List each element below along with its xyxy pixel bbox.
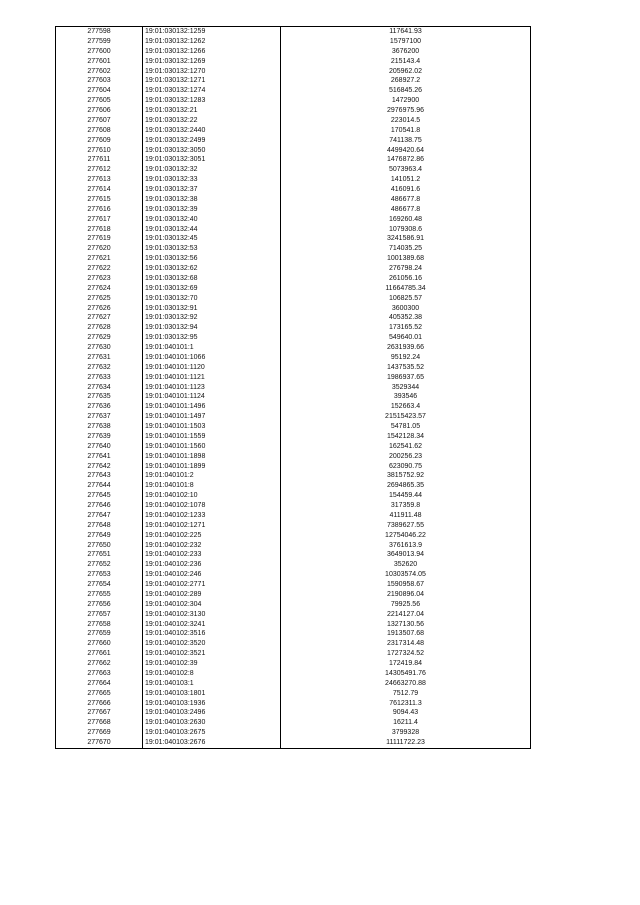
- row-number-cell: 277639: [56, 432, 143, 442]
- table-row: [56, 521, 531, 531]
- table-row: [56, 452, 531, 462]
- row-number-cell: 277651: [56, 550, 143, 560]
- table-row: [56, 323, 531, 333]
- value-cell: 1327130.56: [387, 620, 424, 628]
- value-cell: 3649013.94: [387, 551, 424, 559]
- table-row: [56, 294, 531, 304]
- cadastral-number-cell: 19:01:040102:3520: [143, 639, 281, 649]
- table-row: [56, 343, 531, 353]
- row-number-cell: 277618: [56, 225, 143, 235]
- row-number-cell: 277670: [56, 738, 143, 748]
- value-cell: 16211.4: [393, 719, 418, 727]
- value-cell: 95192.24: [390, 353, 421, 361]
- table-row: [56, 590, 531, 600]
- row-number-cell: 277604: [56, 86, 143, 96]
- cadastral-number-cell: 19:01:040103:1: [143, 679, 281, 689]
- cadastral-number-cell: 19:01:040101:1066: [143, 353, 281, 363]
- table-row: [56, 699, 531, 709]
- value-cell: 215143.4: [390, 57, 421, 65]
- table-row: [56, 215, 531, 225]
- cadastral-number-cell: 19:01:030132:1283: [143, 96, 281, 106]
- cadastral-number-cell: 19:01:040102:10: [143, 491, 281, 501]
- row-number-cell: 277643: [56, 471, 143, 481]
- value-cell: 172419.84: [388, 660, 423, 667]
- table-row: [56, 679, 531, 689]
- row-number-cell: 277654: [56, 580, 143, 590]
- cadastral-number-cell: 19:01:040102:8: [143, 669, 281, 679]
- table-row: [56, 126, 531, 136]
- value-cell: 11664785.34: [385, 284, 426, 292]
- value-cell: 21515423.57: [385, 413, 426, 421]
- cadastral-number-cell: 19:01:030132:1262: [143, 37, 281, 47]
- row-number-cell: 277634: [56, 383, 143, 393]
- table-row: [56, 689, 531, 699]
- cadastral-number-cell: 19:01:040101:1503: [143, 422, 281, 432]
- value-cell: 3529344: [391, 383, 420, 391]
- value-cell: 223014.5: [390, 116, 421, 124]
- table-row: [56, 649, 531, 659]
- row-number-cell: 277640: [56, 442, 143, 452]
- value-cell: 268927.2: [390, 77, 421, 85]
- row-number-cell: 277613: [56, 175, 143, 185]
- row-number-cell: 277599: [56, 37, 143, 47]
- row-number-cell: 277607: [56, 116, 143, 126]
- cadastral-number-cell: 19:01:040102:1271: [143, 521, 281, 531]
- value-cell: 261056.16: [388, 274, 423, 282]
- row-number-cell: 277631: [56, 353, 143, 363]
- cadastral-number-cell: 19:01:040102:236: [143, 560, 281, 570]
- value-cell: 141051.2: [390, 176, 421, 184]
- value-cell: 5073963.4: [388, 166, 423, 174]
- row-number-cell: 277621: [56, 254, 143, 264]
- table-row: [56, 442, 531, 452]
- row-number-cell: 277644: [56, 481, 143, 491]
- row-number-cell: 277652: [56, 560, 143, 570]
- cadastral-number-cell: 19:01:030132:40: [143, 215, 281, 225]
- table-row: [56, 146, 531, 156]
- row-number-cell: 277669: [56, 728, 143, 738]
- cadastral-number-cell: 19:01:040102:225: [143, 531, 281, 541]
- table-row: [56, 708, 531, 718]
- row-number-cell: 277666: [56, 699, 143, 709]
- value-cell: 152663.4: [390, 403, 421, 411]
- cadastral-number-cell: 19:01:040102:1078: [143, 501, 281, 511]
- cadastral-number-cell: 19:01:030132:95: [143, 333, 281, 343]
- value-cell: 2317314.48: [387, 640, 424, 648]
- value-cell: 162541.62: [388, 442, 423, 450]
- cadastral-number-cell: 19:01:030132:1259: [143, 27, 281, 37]
- table-row: [56, 234, 531, 244]
- row-number-cell: 277626: [56, 304, 143, 314]
- value-cell: 352620: [393, 561, 418, 569]
- cadastral-number-cell: 19:01:030132:92: [143, 313, 281, 323]
- value-cell: 1476872.86: [387, 156, 424, 164]
- cadastral-number-cell: 19:01:030132:70: [143, 294, 281, 304]
- value-cell: 2976975.96: [387, 107, 424, 114]
- table-row: [56, 531, 531, 541]
- cadastral-number-cell: 19:01:040103:2496: [143, 708, 281, 718]
- value-cell: 1437535.52: [387, 363, 424, 371]
- value-cell: 393546: [393, 393, 418, 401]
- cadastral-number-cell: 19:01:040102:304: [143, 600, 281, 610]
- row-number-cell: 277630: [56, 343, 143, 353]
- value-cell: 15797100: [389, 37, 422, 45]
- table-row: [56, 392, 531, 402]
- table-row: [56, 481, 531, 491]
- table-row: [56, 412, 531, 422]
- value-cell: 7512.79: [392, 689, 419, 697]
- table-row: [56, 57, 531, 67]
- cadastral-number-cell: 19:01:030132:69: [143, 284, 281, 294]
- table-row: [56, 462, 531, 472]
- cadastral-number-cell: 19:01:040103:2630: [143, 718, 281, 728]
- cadastral-number-cell: 19:01:030132:68: [143, 274, 281, 284]
- value-cell: 411911.48: [389, 511, 422, 519]
- value-cell: 106825.57: [388, 294, 423, 302]
- cadastral-number-cell: 19:01:040102:246: [143, 570, 281, 580]
- cadastral-number-cell: 19:01:040102:3130: [143, 610, 281, 620]
- value-cell: 3241586.91: [387, 235, 424, 243]
- value-cell: 2694865.35: [387, 482, 424, 490]
- value-cell: 54781.05: [390, 423, 421, 430]
- table-row: [56, 67, 531, 77]
- value-cell: 3799328: [391, 729, 420, 737]
- table-row: [56, 76, 531, 86]
- cadastral-number-cell: 19:01:040103:2675: [143, 728, 281, 738]
- cadastral-number-cell: 19:01:040102:3241: [143, 620, 281, 630]
- cadastral-number-cell: 19:01:040102:233: [143, 550, 281, 560]
- table-row: [56, 304, 531, 314]
- value-cell: 276798.24: [388, 265, 423, 272]
- row-number-cell: 277649: [56, 531, 143, 541]
- table-row: [56, 422, 531, 432]
- table-row: [56, 254, 531, 264]
- cadastral-number-cell: 19:01:030132:94: [143, 323, 281, 333]
- row-number-cell: 277661: [56, 649, 143, 659]
- cadastral-number-cell: 19:01:040101:1123: [143, 383, 281, 393]
- value-cell: 24663270.88: [385, 679, 426, 687]
- row-number-cell: 277608: [56, 126, 143, 136]
- cadastral-number-cell: 19:01:040101:2: [143, 471, 281, 481]
- row-number-cell: 277667: [56, 708, 143, 718]
- row-number-cell: 277641: [56, 452, 143, 462]
- table-row: [56, 728, 531, 738]
- cadastral-number-cell: 19:01:030132:56: [143, 254, 281, 264]
- table-row: [56, 37, 531, 47]
- table-row: [56, 659, 531, 669]
- table-row: [56, 185, 531, 195]
- value-cell: 200256.23: [388, 452, 423, 460]
- value-cell: 205962.02: [388, 67, 423, 75]
- value-cell: 2190896.04: [387, 590, 424, 598]
- row-number-cell: 277660: [56, 639, 143, 649]
- table-row: [56, 86, 531, 96]
- value-cell: 516845.26: [388, 87, 423, 95]
- table-row: [56, 610, 531, 620]
- cadastral-number-cell: 19:01:030132:22: [143, 116, 281, 126]
- row-number-cell: 277658: [56, 620, 143, 630]
- row-number-cell: 277664: [56, 679, 143, 689]
- row-number-cell: 277623: [56, 274, 143, 284]
- row-number-cell: 277627: [56, 313, 143, 323]
- cadastral-number-cell: 19:01:030132:3050: [143, 146, 281, 156]
- cadastral-number-cell: 19:01:030132:91: [143, 304, 281, 314]
- row-number-cell: 277598: [56, 27, 143, 37]
- value-cell: 1079308.6: [388, 225, 423, 233]
- row-number-cell: 277617: [56, 215, 143, 225]
- row-number-cell: 277628: [56, 323, 143, 333]
- row-number-cell: 277609: [56, 136, 143, 146]
- row-number-cell: 277633: [56, 373, 143, 383]
- cadastral-number-cell: 19:01:030132:33: [143, 175, 281, 185]
- table-row: [56, 580, 531, 590]
- value-cell: 486677.8: [390, 195, 421, 203]
- cadastral-number-cell: 19:01:040101:1496: [143, 402, 281, 412]
- cadastral-number-cell: 19:01:030132:38: [143, 195, 281, 205]
- table-row: [56, 244, 531, 254]
- row-number-cell: 277629: [56, 333, 143, 343]
- row-number-cell: 277614: [56, 185, 143, 195]
- table-row: [56, 560, 531, 570]
- cadastral-number-cell: 19:01:040103:2676: [143, 738, 281, 748]
- row-number-cell: 277611: [56, 155, 143, 165]
- row-number-cell: 277622: [56, 264, 143, 274]
- value-cell: 1986937.65: [387, 373, 424, 381]
- table-row: [56, 116, 531, 126]
- table-row: [56, 402, 531, 412]
- table-row: [56, 165, 531, 175]
- row-number-cell: 277657: [56, 610, 143, 620]
- cadastral-number-cell: 19:01:040101:1898: [143, 452, 281, 462]
- table-row: [56, 96, 531, 106]
- value-cell: 9094.43: [392, 709, 419, 717]
- table-row: [56, 620, 531, 630]
- row-number-cell: 277655: [56, 590, 143, 600]
- row-number-cell: 277638: [56, 422, 143, 432]
- cadastral-number-cell: 19:01:030132:1266: [143, 47, 281, 57]
- cadastral-number-cell: 19:01:030132:37: [143, 185, 281, 195]
- value-cell: 7389627.55: [387, 521, 424, 529]
- cadastral-number-cell: 19:01:040101:1124: [143, 392, 281, 402]
- cadastral-number-cell: 19:01:030132:1269: [143, 57, 281, 67]
- row-number-cell: 277624: [56, 284, 143, 294]
- row-number-cell: 277662: [56, 659, 143, 669]
- value-cell: 14305491.76: [385, 669, 426, 677]
- row-number-cell: 277665: [56, 689, 143, 699]
- table-row: [56, 225, 531, 235]
- value-cell: 3600300: [391, 304, 420, 312]
- row-number-cell: 277616: [56, 205, 143, 215]
- cadastral-number-cell: 19:01:040101:1899: [143, 462, 281, 472]
- value-cell: 1913507.68: [387, 630, 424, 638]
- table-row: [56, 353, 531, 363]
- cadastral-number-cell: 19:01:030132:1270: [143, 67, 281, 77]
- cadastral-number-cell: 19:01:040101:1120: [143, 363, 281, 373]
- value-cell: 317359.8: [390, 502, 421, 509]
- cadastral-number-cell: 19:01:040101:1: [143, 343, 281, 353]
- row-number-cell: 277635: [56, 392, 143, 402]
- row-number-cell: 277636: [56, 402, 143, 412]
- table-row: [56, 541, 531, 551]
- value-cell: 173165.52: [388, 324, 423, 332]
- table-row: [56, 363, 531, 373]
- row-number-cell: 277646: [56, 501, 143, 511]
- table-row: [56, 313, 531, 323]
- row-number-cell: 277610: [56, 146, 143, 156]
- cadastral-number-cell: 19:01:040102:232: [143, 541, 281, 551]
- table-row: [56, 333, 531, 343]
- value-cell: 714035.25: [388, 245, 423, 253]
- value-cell: 741138.75: [389, 136, 422, 144]
- table-row: [56, 511, 531, 521]
- cadastral-number-cell: 19:01:030132:21: [143, 106, 281, 116]
- value-cell: 1727324.52: [387, 650, 424, 658]
- table-row: [56, 550, 531, 560]
- cadastral-number-cell: 19:01:040102:2771: [143, 580, 281, 590]
- cadastral-number-cell: 19:01:040102:289: [143, 590, 281, 600]
- value-cell: 549640.01: [388, 334, 423, 342]
- table-row: [56, 274, 531, 284]
- row-number-cell: 277632: [56, 363, 143, 373]
- row-number-cell: 277605: [56, 96, 143, 106]
- table-row: [56, 155, 531, 165]
- cadastral-number-cell: 19:01:030132:1271: [143, 76, 281, 86]
- value-cell: 7612311.3: [389, 699, 422, 707]
- row-number-cell: 277600: [56, 47, 143, 57]
- row-number-cell: 277648: [56, 521, 143, 531]
- value-cell: 1001389.68: [387, 255, 424, 263]
- value-cell: 1472900: [391, 97, 420, 105]
- value-cell: 169260.48: [388, 215, 423, 223]
- value-cell: 3815752.92: [387, 472, 424, 480]
- cadastral-number-cell: 19:01:040102:39: [143, 659, 281, 669]
- cadastral-number-cell: 19:01:040101:1560: [143, 442, 281, 452]
- value-cell: 2631939.66: [387, 344, 424, 351]
- table-row: [56, 501, 531, 511]
- table-row: [56, 264, 531, 274]
- table-row: [56, 570, 531, 580]
- table-row: [56, 27, 531, 37]
- row-number-cell: 277606: [56, 106, 143, 116]
- table-row: [56, 205, 531, 215]
- value-cell: 4499420.64: [387, 146, 424, 154]
- table-row: [56, 195, 531, 205]
- table-row: [56, 629, 531, 639]
- table-body: [56, 27, 531, 749]
- cadastral-number-cell: 19:01:040102:3521: [143, 649, 281, 659]
- table-row: [56, 718, 531, 728]
- cadastral-number-cell: 19:01:030132:32: [143, 165, 281, 175]
- cadastral-number-cell: 19:01:040102:3516: [143, 629, 281, 639]
- table-row: [56, 491, 531, 501]
- cadastral-number-cell: 19:01:030132:2499: [143, 136, 281, 146]
- table-row: [56, 106, 531, 116]
- value-cell: 405352.38: [388, 314, 423, 322]
- cadastral-number-cell: 19:01:040101:1559: [143, 432, 281, 442]
- row-number-cell: 277615: [56, 195, 143, 205]
- table-row: [56, 373, 531, 383]
- row-number-cell: 277612: [56, 165, 143, 175]
- table-row: [56, 383, 531, 393]
- cadastral-number-cell: 19:01:030132:45: [143, 234, 281, 244]
- cadastral-number-cell: 19:01:030132:3051: [143, 155, 281, 165]
- data-table: [55, 26, 531, 749]
- row-number-cell: 277650: [56, 541, 143, 551]
- value-cell: 10303574.05: [385, 571, 426, 579]
- value-cell: 623090.75: [388, 462, 423, 470]
- value-cell: 154459.44: [388, 492, 423, 500]
- table-row: [56, 471, 531, 481]
- cadastral-number-cell: 19:01:040103:1936: [143, 699, 281, 709]
- cadastral-number-cell: 19:01:040101:1497: [143, 412, 281, 422]
- value-cell: 12754046.22: [385, 531, 426, 539]
- row-number-cell: 277620: [56, 244, 143, 254]
- cadastral-number-cell: 19:01:030132:1274: [143, 86, 281, 96]
- cadastral-number-cell: 19:01:030132:62: [143, 264, 281, 274]
- table-row: [56, 136, 531, 146]
- value-cell: 3761613.9: [388, 541, 423, 549]
- cadastral-number-cell: 19:01:040101:8: [143, 481, 281, 491]
- value-cell: 2214127.04: [387, 610, 424, 618]
- table-row: [56, 175, 531, 185]
- row-number-cell: 277625: [56, 294, 143, 304]
- row-number-cell: 277663: [56, 669, 143, 679]
- value-cell: 11111722.23: [386, 739, 425, 746]
- table-row: [56, 432, 531, 442]
- value-cell: 170541.8: [390, 126, 421, 134]
- table-row: [56, 600, 531, 610]
- cadastral-number-cell: 19:01:030132:44: [143, 225, 281, 235]
- row-number-cell: 277602: [56, 67, 143, 77]
- row-number-cell: 277659: [56, 629, 143, 639]
- value-cell: 1590958.67: [387, 581, 424, 588]
- row-number-cell: 277642: [56, 462, 143, 472]
- row-number-cell: 277619: [56, 234, 143, 244]
- row-number-cell: 277603: [56, 76, 143, 86]
- cadastral-number-cell: 19:01:040102:1233: [143, 511, 281, 521]
- table-row: [56, 738, 531, 748]
- cadastral-number-cell: 19:01:030132:53: [143, 244, 281, 254]
- cadastral-number-cell: 19:01:040101:1121: [143, 373, 281, 383]
- row-number-cell: 277668: [56, 718, 143, 728]
- cadastral-number-cell: 19:01:030132:2440: [143, 126, 281, 136]
- cadastral-number-cell: 19:01:030132:39: [143, 205, 281, 215]
- row-number-cell: 277653: [56, 570, 143, 580]
- row-number-cell: 277647: [56, 511, 143, 521]
- value-cell: 79925.56: [390, 600, 421, 608]
- row-number-cell: 277601: [56, 57, 143, 67]
- value-cell: 486677.8: [390, 205, 421, 213]
- table-row: [56, 669, 531, 679]
- value-cell: 416091.6: [390, 186, 421, 193]
- table-row: [56, 284, 531, 294]
- value-cell: 1542128.34: [387, 432, 424, 440]
- cadastral-number-cell: 19:01:040103:1801: [143, 689, 281, 699]
- table-row: [56, 639, 531, 649]
- row-number-cell: 277656: [56, 600, 143, 610]
- table-row: [56, 47, 531, 57]
- row-number-cell: 277637: [56, 412, 143, 422]
- value-cell: 3676200: [391, 47, 420, 55]
- row-number-cell: 277645: [56, 491, 143, 501]
- value-cell: 117641.93: [389, 28, 422, 35]
